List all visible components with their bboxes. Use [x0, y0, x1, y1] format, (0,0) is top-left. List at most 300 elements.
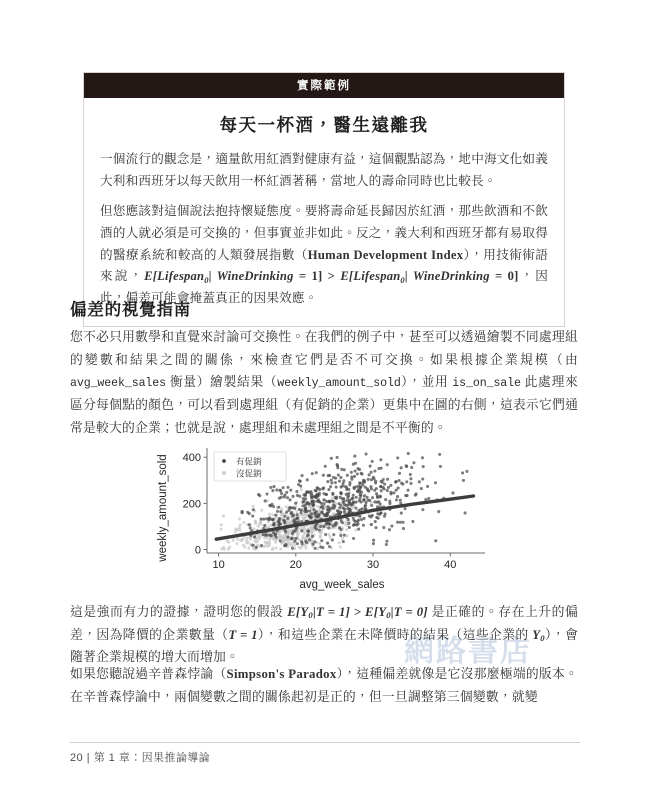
scatter-point	[280, 507, 283, 510]
scatter-point	[309, 516, 312, 519]
body-paragraph-3	[70, 663, 578, 708]
scatter-point	[241, 511, 244, 514]
scatter-point	[323, 498, 326, 501]
callout-p2-text-c: ，因此，偏差可能會掩蓋真正的因果效應。	[100, 269, 549, 305]
p2-text-a: 這是強而有力的證據，證明您的假設	[70, 605, 288, 619]
scatter-point	[412, 461, 415, 464]
scatter-point	[331, 496, 334, 499]
scatter-point	[402, 527, 405, 530]
scatter-point	[380, 467, 383, 470]
scatter-point	[312, 503, 315, 506]
scatter-point	[375, 487, 378, 490]
scatter-point	[274, 538, 277, 541]
scatter-point	[278, 521, 281, 524]
scatter-point	[273, 522, 276, 525]
scatter-point	[279, 510, 282, 513]
scatter-point	[374, 520, 377, 523]
x-axis-ticks	[212, 553, 456, 571]
body-paragraph-1	[70, 326, 578, 439]
scatter-point	[248, 523, 251, 526]
scatter-point	[304, 507, 307, 510]
scatter-point	[361, 472, 364, 475]
scatter-point	[321, 487, 324, 490]
scatter-point	[422, 465, 425, 468]
scatter-point	[348, 481, 351, 484]
scatter-point	[291, 547, 294, 550]
scatter-point	[346, 496, 349, 499]
scatter-point	[334, 481, 337, 484]
scatter-point	[260, 518, 263, 521]
scatter-point	[327, 510, 330, 513]
p2-text-d: ），會隨著企業規模的增大而增加。	[70, 627, 579, 665]
callout-header-bar: 實際範例	[84, 73, 564, 98]
scatter-point	[284, 544, 287, 547]
scatter-point	[220, 523, 223, 526]
scatter-point	[327, 505, 330, 508]
scatter-point	[315, 494, 318, 497]
scatter-point	[354, 529, 357, 532]
scatter-point	[399, 499, 402, 502]
scatter-point	[268, 513, 271, 516]
scatter-point	[461, 471, 464, 474]
scatter-point	[421, 456, 424, 459]
scatter-point	[352, 501, 355, 504]
scatter-point	[251, 544, 254, 547]
scatter-point	[395, 489, 398, 492]
scatter-point	[316, 505, 319, 508]
scatter-point	[359, 500, 362, 503]
scatter-point	[331, 506, 334, 509]
scatter-point	[348, 499, 351, 502]
scatter-point	[357, 484, 360, 487]
scatter-point	[345, 528, 348, 531]
scatter-point	[326, 480, 329, 483]
scatter-point	[367, 490, 370, 493]
scatter-point	[271, 518, 274, 521]
scatter-point	[234, 527, 237, 530]
scatter-point	[362, 498, 365, 501]
simpsons-paradox-term: Simpson's Paradox	[226, 667, 337, 681]
scatter-point	[434, 539, 437, 542]
scatter-point	[387, 486, 390, 489]
scatter-point	[308, 509, 311, 512]
y-axis-label: weekly_amount_sold	[157, 454, 169, 562]
p2-text-b: 是正確的。存在上升的偏差，因為降價的企業數量（	[70, 605, 578, 642]
scatter-point	[291, 537, 294, 540]
body-paragraph-2	[70, 601, 578, 669]
scatter-point	[242, 521, 245, 524]
scatter-point	[339, 545, 342, 548]
scatter-point	[279, 547, 282, 550]
scatter-point	[358, 481, 361, 484]
scatter-point	[269, 534, 272, 537]
scatter-point	[234, 530, 237, 533]
scatter-point	[344, 520, 347, 523]
scatter-point	[406, 494, 409, 497]
scatter-point	[341, 537, 344, 540]
y0-symbol: $Y_0$	[532, 627, 545, 643]
scatter-point	[370, 504, 373, 507]
scatter-point	[255, 546, 258, 549]
scatter-point	[319, 536, 322, 539]
x-tick-label: 10	[212, 559, 225, 571]
scatter-point	[386, 463, 389, 466]
scatter-point	[269, 504, 272, 507]
scatter-point	[238, 517, 241, 520]
scatter-point	[292, 495, 295, 498]
scatter-point	[326, 522, 329, 525]
scatter-point	[401, 483, 404, 486]
scatter-point	[360, 518, 363, 521]
scatter-point	[369, 465, 372, 468]
scatter-point	[252, 505, 255, 508]
scatter-point	[407, 489, 410, 492]
scatter-point	[339, 485, 342, 488]
scatter-point	[304, 546, 307, 549]
scatter-point	[465, 470, 468, 473]
scatter-point	[293, 544, 296, 547]
scatter-point	[353, 455, 356, 458]
scatter-point	[352, 463, 355, 466]
scatter-point	[286, 517, 289, 520]
p1-text-a: 您不必只用數學和直覺來討論可交換性。在我們的例子中，甚至可以透過繪製不同處理組的變數和結果之間的關係，來檢查它們是否不可交換。如果根據企業規模（由	[70, 330, 578, 367]
scatter-point	[253, 535, 256, 538]
scatter-point	[278, 497, 281, 500]
scatter-point	[371, 496, 374, 499]
scatter-point	[275, 546, 278, 549]
scatter-point	[332, 476, 335, 479]
scatter-point	[311, 535, 314, 538]
scatter-point	[299, 485, 302, 488]
scatter-point	[282, 540, 285, 543]
scatter-point	[346, 474, 349, 477]
scatter-point	[296, 542, 299, 545]
scatter-point	[421, 477, 424, 480]
scatter-point	[421, 508, 424, 511]
scatter-point	[274, 514, 277, 517]
scatter-point	[280, 492, 283, 495]
scatter-point	[286, 486, 289, 489]
callout-p2-text-a: 但您應該對這個說法抱持懷疑態度。要將壽命延長歸因於紅酒，那些飲酒和不飲酒的人就必須是可交換的，但事實並非如此。反之，義大利和西班牙都有易取得的醫療系統和較高的人類發展指數（	[100, 204, 548, 262]
scatter-point	[368, 514, 371, 517]
p3-text-a: 如果您聽說過辛普森悖論（	[70, 667, 227, 681]
scatter-point	[392, 491, 395, 494]
scatter-point	[260, 544, 263, 547]
scatter-point	[286, 496, 289, 499]
scatter-point	[411, 520, 414, 523]
scatter-point	[369, 485, 372, 488]
treatment-indicator: T = 1	[228, 627, 258, 642]
scatter-plot-svg	[152, 436, 492, 591]
p3-text-b: ），這種偏差就像是它沒那麼極端的版本。在辛普森悖論中，兩個變數之間的關係起初是正的，但一旦調整第三個變數，就變	[70, 667, 579, 704]
scatter-point	[409, 473, 412, 476]
scatter-point	[279, 540, 282, 543]
code-avg-week-sales: avg_week_sales	[70, 377, 167, 391]
scatter-point	[287, 532, 290, 535]
scatter-point	[319, 531, 322, 534]
scatter-point	[288, 506, 291, 509]
scatter-point	[410, 466, 413, 469]
scatter-point	[324, 465, 327, 468]
code-is-on-sale: is_on_sale	[452, 377, 521, 391]
scatter-point	[330, 481, 333, 484]
scatter-point	[350, 471, 353, 474]
scatter-point	[398, 479, 401, 482]
y-tick-label: 0	[194, 544, 201, 557]
scatter-point	[274, 532, 277, 535]
scatter-point	[322, 474, 325, 477]
scatter-point	[342, 482, 345, 485]
scatter-point	[327, 474, 330, 477]
scatter-point	[239, 538, 242, 541]
scatter-point	[403, 507, 406, 510]
scatter-point	[343, 534, 346, 537]
scatter-point	[343, 511, 346, 514]
scatter-point	[316, 487, 319, 490]
scatter-point	[261, 533, 264, 536]
scatter-point	[222, 514, 225, 517]
scatter-point	[400, 512, 403, 515]
scatter-point	[325, 493, 328, 496]
scatter-point	[326, 542, 329, 545]
scatter-point	[357, 528, 360, 531]
scatter-point	[258, 522, 261, 525]
scatter-point	[335, 485, 338, 488]
page-watermark: 網路書店	[404, 635, 532, 668]
scatter-point	[324, 533, 327, 536]
potential-outcome-inequality: $E[Y_0|T = 1] > E[Y_0|T = 0]$	[287, 605, 428, 621]
scatter-point	[380, 489, 383, 492]
scatter-point	[254, 521, 257, 524]
scatter-point	[375, 492, 378, 495]
scatter-point	[251, 514, 254, 517]
scatter-point	[293, 507, 296, 510]
scatter-point	[263, 524, 266, 527]
scatter-point	[386, 478, 389, 481]
scatter-point	[294, 537, 297, 540]
scatter-point	[283, 515, 286, 518]
scatter-point	[295, 527, 298, 530]
scatter-point	[282, 486, 285, 489]
scatter-point	[345, 534, 348, 537]
scatter-point	[249, 537, 252, 540]
scatter-point	[359, 494, 362, 497]
scatter-point	[382, 526, 385, 529]
scatter-point	[398, 472, 401, 475]
scatter-point	[331, 493, 334, 496]
scatter-point	[330, 479, 333, 482]
p1-text-c: ），並用	[400, 375, 453, 390]
scatter-point	[361, 507, 364, 510]
scatter-point	[384, 512, 387, 515]
scatter-point	[351, 497, 354, 500]
legend-label-treated: 有促銷	[236, 456, 262, 467]
scatter-point	[264, 540, 267, 543]
scatter-point	[339, 496, 342, 499]
scatter-point	[248, 512, 251, 515]
scatter-point	[348, 526, 351, 529]
scatter-point	[297, 532, 300, 535]
scatter-point	[409, 482, 412, 485]
scatter-point	[383, 483, 386, 486]
scatter-point	[308, 527, 311, 530]
scatter-point	[386, 489, 389, 492]
scatter-point	[353, 519, 356, 522]
scatter-point	[318, 542, 321, 545]
scatter-point	[303, 517, 306, 520]
scatter-point	[339, 504, 342, 507]
scatter-point	[370, 471, 373, 474]
scatter-point	[274, 541, 277, 544]
scatter-point	[378, 513, 381, 516]
scatter-point	[336, 509, 339, 512]
scatter-point	[339, 534, 342, 537]
scatter-point	[377, 517, 380, 520]
scatter-point	[296, 517, 299, 520]
scatter-point	[275, 488, 278, 491]
scatter-point	[226, 539, 229, 542]
scatter-point	[339, 491, 342, 494]
scatter-point	[385, 540, 388, 543]
scatter-point	[310, 492, 313, 495]
scatter-point	[278, 489, 281, 492]
scatter-point	[306, 501, 309, 504]
scatter-point	[260, 509, 263, 512]
scatter-point	[365, 453, 368, 456]
scatter-point	[347, 518, 350, 521]
scatter-point	[357, 488, 360, 491]
scatter-point	[374, 480, 377, 483]
scatter-point	[277, 506, 280, 509]
scatter-point	[315, 471, 318, 474]
scatter-point	[462, 479, 465, 482]
scatter-point	[434, 481, 437, 484]
scatter-point	[368, 473, 371, 476]
scatter-point	[305, 491, 308, 494]
scatter-point	[352, 537, 355, 540]
p2-text-c: ），和這些企業在未降價時的結果（這些企業的	[257, 627, 533, 642]
scatter-point	[322, 502, 325, 505]
scatter-point	[409, 477, 412, 480]
scatter-point	[355, 501, 358, 504]
scatter-point	[346, 507, 349, 510]
scatter-point	[220, 527, 223, 530]
scatter-point	[420, 487, 423, 490]
scatter-point	[265, 493, 268, 496]
scatter-point	[319, 525, 322, 528]
scatter-point	[396, 495, 399, 498]
scatter-point	[337, 473, 340, 476]
scatter-point	[396, 521, 399, 524]
scatter-point	[301, 542, 304, 545]
scatter-point	[379, 458, 382, 461]
y-axis-ticks	[183, 452, 207, 556]
scatter-point	[298, 546, 301, 549]
scatter-point	[336, 464, 339, 467]
scatter-point	[330, 457, 333, 460]
scatter-point	[384, 498, 387, 501]
scatter-point	[356, 467, 359, 470]
scatter-point	[348, 501, 351, 504]
scatter-point	[407, 452, 410, 455]
scatter-point	[293, 540, 296, 543]
scatter-point	[372, 476, 375, 479]
scatter-point	[321, 546, 324, 549]
scatter-point	[314, 489, 317, 492]
code-weekly-amount-sold: weekly_amount_sold	[277, 377, 401, 391]
x-axis-label: avg_week_sales	[299, 579, 385, 591]
chart-legend	[214, 452, 286, 481]
scatter-point	[321, 510, 324, 513]
scatter-point	[405, 480, 408, 483]
scatter-point	[342, 540, 345, 543]
scatter-point	[371, 514, 374, 517]
bias-scatter-chart	[152, 436, 492, 591]
callout-paragraph-1: 一個流行的觀念是，適量飲用紅酒對健康有益，這個觀點認為，地中海文化如義大利和西班牙以每天飲用一杯紅酒著稱，當地人的壽命同時也比較長。	[100, 152, 548, 188]
scatter-point	[285, 511, 288, 514]
scatter-point	[272, 485, 275, 488]
scatter-point	[285, 491, 288, 494]
scatter-point	[268, 541, 271, 544]
scatter-point	[372, 542, 375, 545]
scatter-point	[350, 475, 353, 478]
scatter-point	[362, 524, 365, 527]
scatter-point	[339, 511, 342, 514]
scatter-point	[400, 466, 403, 469]
scatter-point	[271, 548, 274, 551]
scatter-point	[301, 529, 304, 532]
scatter-point	[283, 520, 286, 523]
scatter-point	[414, 494, 417, 497]
scatter-point	[464, 511, 467, 514]
scatter-point	[331, 538, 334, 541]
scatter-point	[332, 533, 335, 536]
scatter-point	[437, 510, 440, 513]
scatter-point	[271, 513, 274, 516]
scatter-point	[288, 498, 291, 501]
scatter-point	[304, 540, 307, 543]
scatter-point	[336, 456, 339, 459]
scatter-point	[223, 548, 226, 551]
scatter-point	[299, 480, 302, 483]
scatter-point	[329, 485, 332, 488]
scatter-point	[438, 453, 441, 456]
p1-text-d: 此處理來區分每個點的顏色，可以看到處理組（有促銷的企業）更集中在圖的右側，這表示它們通常是較大的企業；也就是說，處理組和未處理組之間是不平衡的。	[70, 375, 578, 435]
scatter-point	[303, 532, 306, 535]
legend-label-untreated: 沒促銷	[236, 468, 262, 479]
scatter-point	[334, 522, 337, 525]
scatter-point	[364, 501, 367, 504]
scatter-point	[313, 540, 316, 543]
scatter-point	[269, 486, 272, 489]
scatter-point	[343, 508, 346, 511]
scatter-point	[388, 528, 391, 531]
y-tick-label: 200	[182, 498, 201, 511]
scatter-point	[352, 494, 355, 497]
legend-marker-untreated	[222, 471, 226, 475]
scatter-point	[288, 542, 291, 545]
scatter-point	[289, 529, 292, 532]
real-world-example-callout	[83, 72, 565, 327]
callout-body	[84, 98, 564, 326]
scatter-point	[367, 478, 370, 481]
scatter-point	[302, 497, 305, 500]
scatter-point	[394, 481, 397, 484]
scatter-point	[228, 546, 231, 549]
scatter-point	[317, 500, 320, 503]
scatter-point	[308, 538, 311, 541]
scatter-point	[265, 517, 268, 520]
